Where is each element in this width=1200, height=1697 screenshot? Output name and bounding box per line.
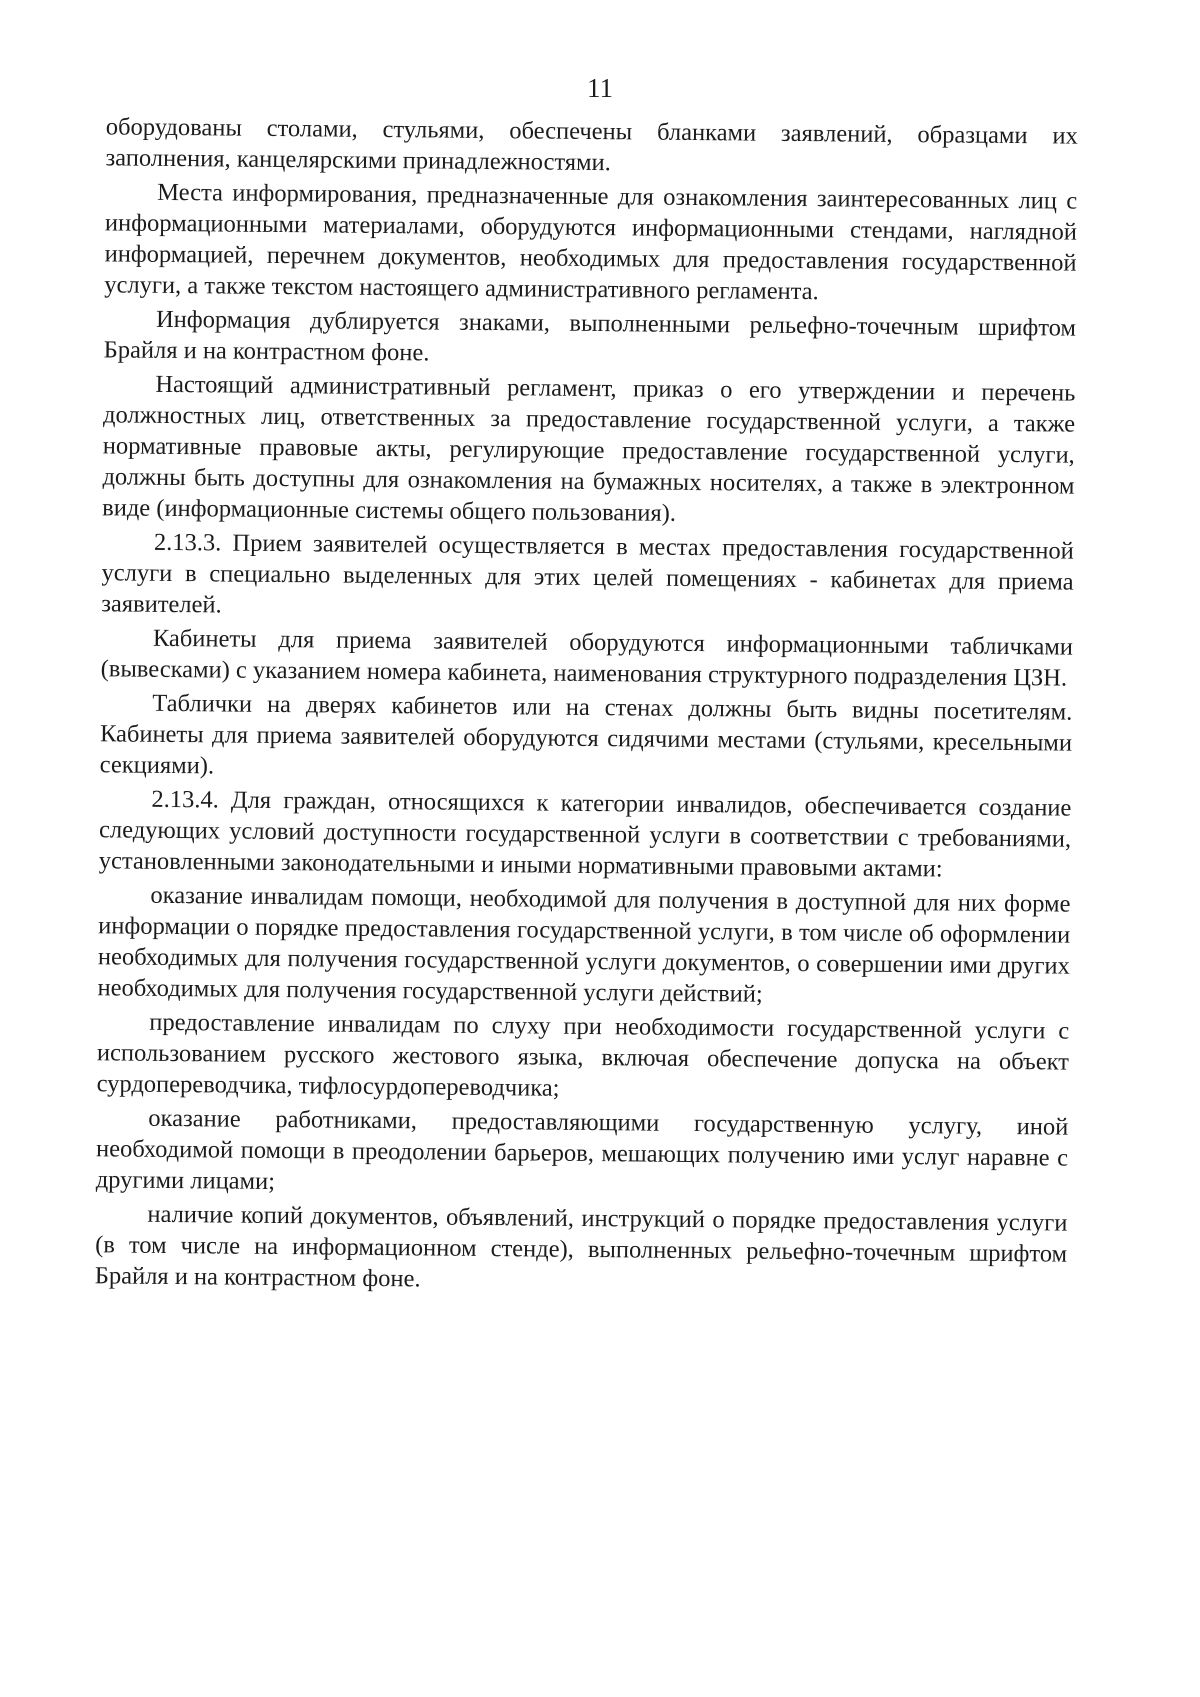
paragraph: предоставление инвалидам по слуху при необходимости государственной услуги с использованием русского жестового языка, включая обеспечение допуска на объект сурдопереводчика, тифлосурдопереводчика; [96, 1008, 1070, 1102]
paragraph: оказание инвалидам помощи, необходимой для получения в доступной для них форме информации о порядке предоставления государственной услуги, в том числе об оформлении необходимых для получения государственной услуги документов, о совершении ими других необходимых для получения государственной услуги действий; [97, 881, 1071, 1008]
paragraph: наличие копий документов, объявлений, инструкций о порядке предоставления услуги (в том числе на информационном стенде), выполненных рельефно-точечным шрифтом Брайля и на контрастном фоне. [94, 1200, 1068, 1293]
paragraph: Места информирования, предназначенные для ознакомления заинтересованных лиц с информационными материалами, оборудуются информационными стендами, наглядной информацией, перечнем документов, необходимых для предоставления государственной услуги, а также текстом настоящего административного регламента. [104, 178, 1078, 306]
page-number: 11 [587, 73, 613, 103]
paragraph: Кабинеты для приема заявителей оборудуются информационными табличками (вывесками) с указанием номера кабинета, наименования структурного подразделения ЦЗН. [100, 624, 1074, 692]
paragraph: Информация дублируется знаками, выполненными рельефно-точечным шрифтом Брайля и на контрастном фоне. [103, 305, 1077, 367]
paragraph: 2.13.4. Для граждан, относящихся к категории инвалидов, обеспечивается создание следующих условий доступности государственной услуги в соответствии с требованиями, установленными законодательными и иными нормативными правовыми актами: [98, 785, 1072, 883]
paragraph: оказание работниками, предоставляющими государственную услугу, иной необходимой помощи в преодолении барьеров, мешающих получению ими услуг наравне с другими лицами; [95, 1104, 1069, 1196]
paragraph: 2.13.3. Прием заявителей осуществляется в местах предоставления государственной услуги в специально выделенных для этих целей помещениях - кабинетах для приема заявителей. [101, 528, 1074, 619]
paragraph: оборудованы столами, стульями, обеспечены бланками заявлений, образцами их заполнения, канцелярскими принадлежностями. [105, 113, 1078, 177]
paragraph: Таблички на дверях кабинетов или на стенах должны быть видны посетителям. Кабинеты для приема заявителей оборудуются сидячими местами (стульями, кресельными секциями). [99, 689, 1073, 780]
document-body [95, 111, 1078, 1300]
paragraph: Настоящий административный регламент, приказ о его утверждении и перечень должностных лиц, ответственных за предоставление государственной услуги, а также нормативные правовые акты, регулирующие предоставление государственной услуги, должны быть доступны для ознакомления на бумажных носителях, а также в электронном виде (информационные системы общего пользования). [102, 370, 1076, 527]
